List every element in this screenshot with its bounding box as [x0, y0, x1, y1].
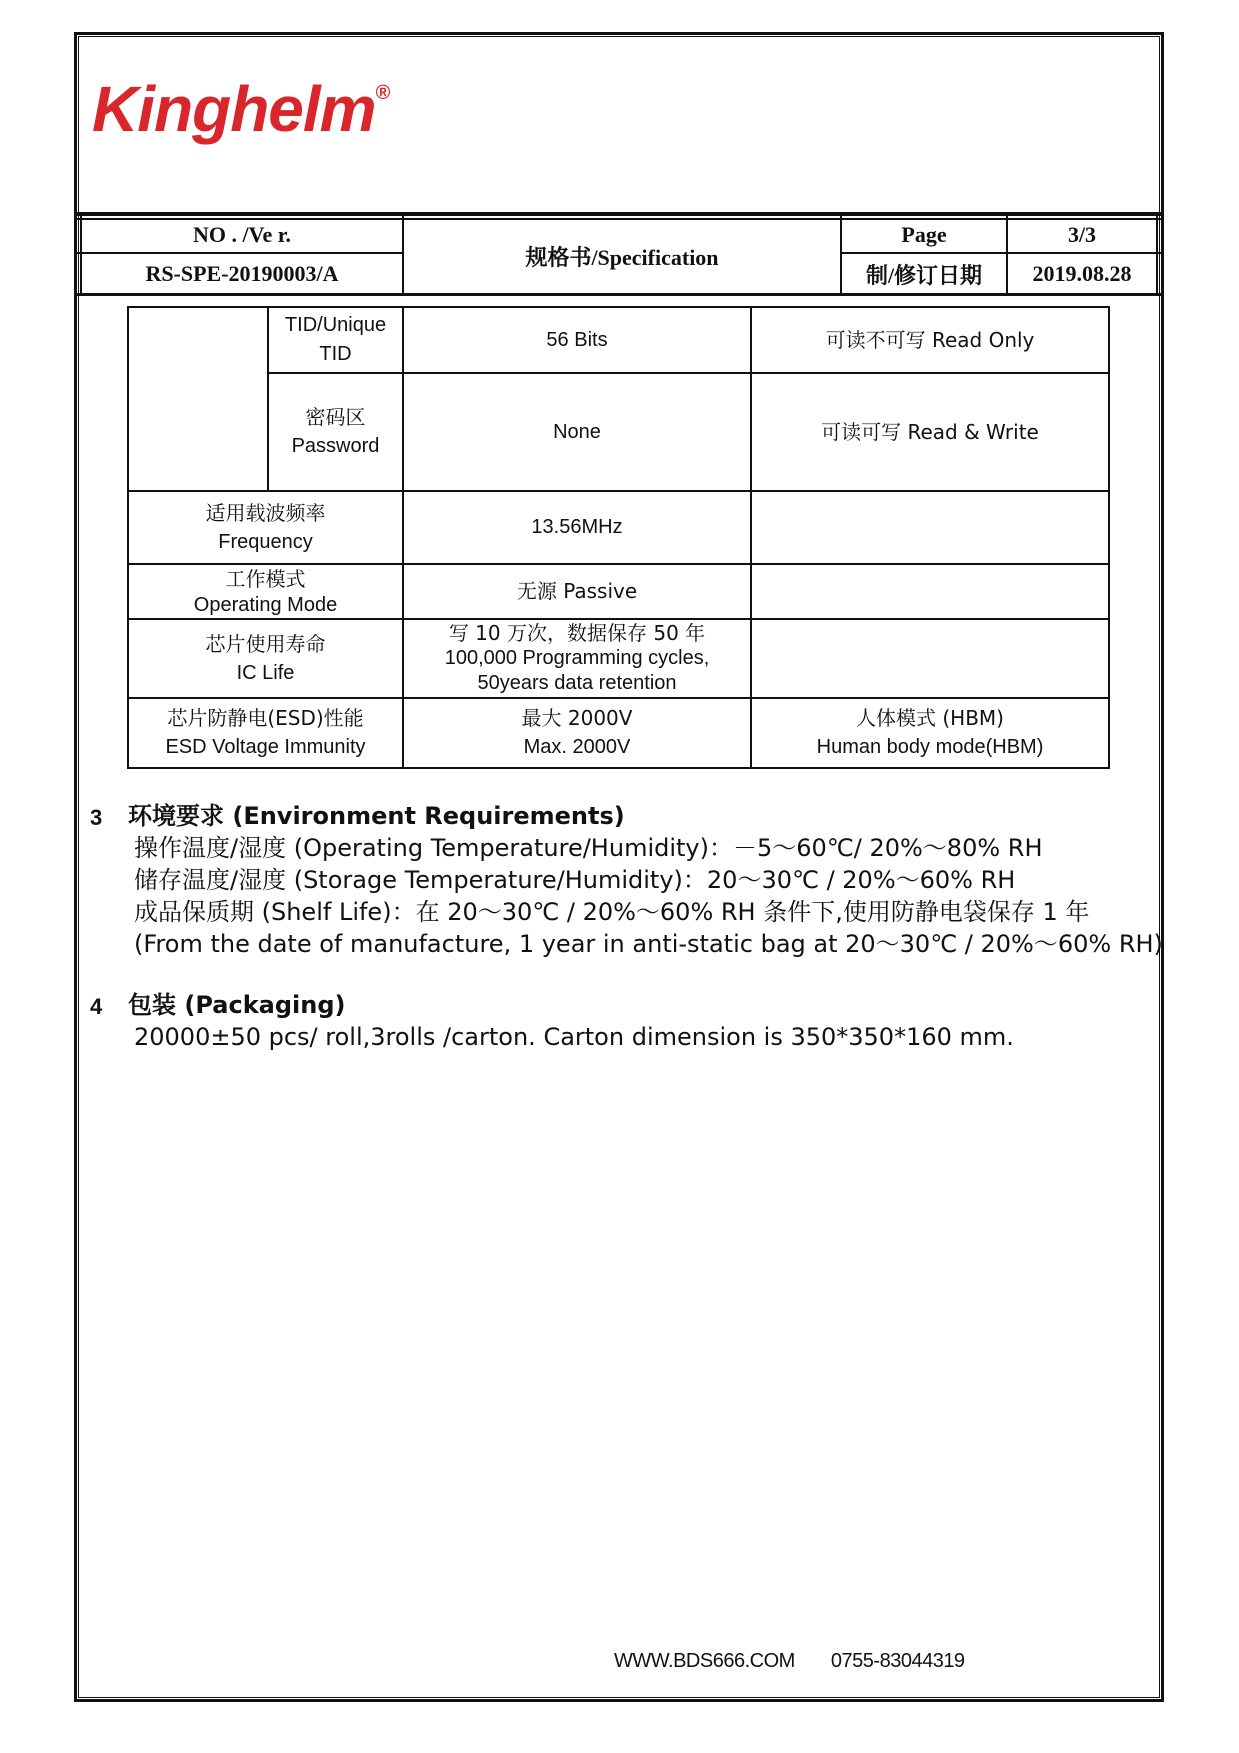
footer-contact — [614, 1650, 965, 1673]
esd-value-line1: 最大 2000V — [521, 706, 633, 730]
frequency-name — [129, 492, 402, 563]
password-name-line2: Password — [291, 435, 380, 457]
password-value: None — [553, 420, 601, 443]
section-4-number: 4 — [90, 994, 103, 1019]
mode-value: 无源 Passive — [516, 579, 638, 603]
section-3-line-1: 操作温度/湿度 (Operating Temperature/Humidity)：－5～60℃/ 20%～80% RH — [134, 834, 1043, 862]
table-border-bottom — [127, 767, 1110, 769]
table-border-right — [1108, 306, 1110, 769]
revision-date-value: 2019.08.28 — [1032, 261, 1132, 286]
mode-note — [752, 565, 1108, 618]
esd-name-line2: ESD Voltage Immunity — [165, 736, 366, 758]
section-3-title: 环境要求 (Environment Requirements) — [128, 802, 625, 830]
doc-number-value: RS-SPE-20190003/A — [145, 261, 339, 286]
frequency-name-line2: Frequency — [218, 530, 313, 553]
esd-value-line2: Max. 2000V — [523, 736, 631, 758]
spec-title: 规格书/Specification — [525, 244, 719, 270]
section-3-line-4: (From the date of manufacture, 1 year in anti-static bag at 20～30℃ / 20%～60% RH) — [134, 930, 1163, 958]
section-4-title: 包装 (Packaging) — [128, 991, 346, 1019]
password-note: 可读可写 Read & Write — [821, 419, 1039, 444]
logo-text: Kinghelm — [92, 73, 376, 145]
registered-mark: ® — [375, 82, 390, 104]
mode-name — [129, 565, 402, 618]
header-right-border — [1156, 216, 1158, 293]
tid-note: 可读不可写 Read Only — [825, 327, 1035, 352]
ic-life-value-line2: 100,000 Programming cycles, — [444, 647, 710, 669]
page-label: Page — [901, 222, 947, 247]
ic-life-value-line1: 写 10 万次，数据保存 50 年 — [448, 621, 706, 645]
mode-name-line1: 工作模式 — [225, 566, 306, 591]
ic-life-value — [404, 620, 750, 697]
esd-note-line1: 人体模式 (HBM) — [856, 706, 1004, 730]
footer-website: WWW.BDS666.COM — [614, 1650, 795, 1672]
section-4-line-1: 20000±50 pcs/ roll,3rolls /carton. Carton dimension is 350*350*160 mm. — [134, 1023, 1014, 1051]
esd-name-line1: 芯片防静电(ESD)性能 — [167, 706, 364, 730]
ic-life-value-line3: 50years data retention — [477, 672, 677, 694]
kinghelm-logo — [92, 72, 389, 146]
tid-name-line2: TID — [319, 343, 352, 365]
ic-life-note — [752, 620, 1108, 697]
section-3-number: 3 — [90, 805, 103, 830]
esd-value — [404, 699, 750, 767]
tid-value: 56 Bits — [546, 328, 608, 351]
section-3-line-3: 成品保质期 (Shelf Life)：在 20～30℃ / 20%～60% RH 条件下,使用防静电袋保存 1 年 — [134, 898, 1090, 926]
page-value: 3/3 — [1067, 222, 1097, 247]
section-3-line-2: 储存温度/湿度 (Storage Temperature/Humidity)：20～30℃ / 20%～60% RH — [134, 866, 1016, 894]
mode-name-line2: Operating Mode — [193, 593, 338, 616]
tid-name — [269, 308, 402, 372]
document-header — [76, 212, 1164, 296]
tid-name-line1: TID/Unique — [284, 314, 387, 336]
esd-name — [129, 699, 402, 767]
doc-number-label: NO . /Ve r. — [193, 222, 291, 247]
revision-date-label: 制/修订日期 — [865, 262, 983, 288]
password-name-line1: 密码区 — [305, 405, 366, 429]
frequency-note — [752, 492, 1108, 563]
ic-life-name-line2: IC Life — [236, 661, 295, 684]
password-name — [269, 374, 402, 490]
frequency-name-line1: 适用载波频率 — [205, 500, 326, 525]
ic-life-name — [129, 620, 402, 697]
spec-table — [127, 306, 1110, 769]
ic-life-name-line1: 芯片使用寿命 — [205, 631, 326, 656]
frequency-value: 13.56MHz — [531, 516, 623, 538]
esd-note — [752, 699, 1108, 767]
esd-note-line2: Human body mode(HBM) — [816, 736, 1044, 758]
footer-phone: 0755-83044319 — [830, 1650, 965, 1672]
